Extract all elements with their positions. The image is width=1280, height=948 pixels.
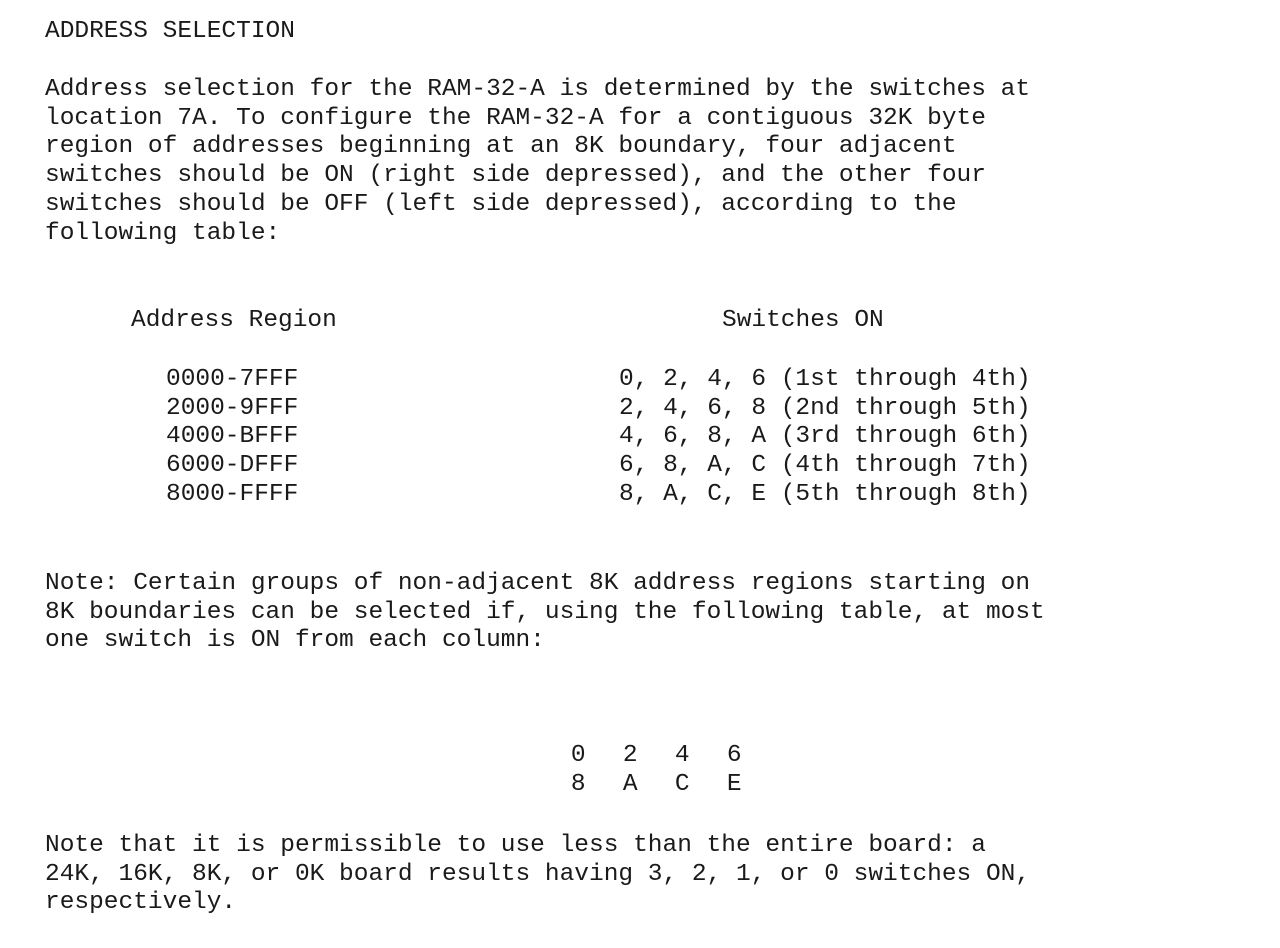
switch-grid-cell: 0 xyxy=(570,741,586,769)
address-region-cell: 0000-7FFF xyxy=(166,366,299,393)
switch-grid-cell: 2 xyxy=(622,741,638,769)
switch-grid-cell: 6 xyxy=(726,741,742,769)
intro-paragraph: Address selection for the RAM-32-A is determined by the switches at location 7A. To configure the RAM-32-A for a contiguous 32K byte region of addresses beginning at an 8K boundary, four adjacent switches should be ON (right side depressed), and the other four switches should be OFF (left side depressed), according to the following table: xyxy=(45,76,1031,247)
switch-grid-cell: A xyxy=(622,770,638,798)
final-note-paragraph: Note that it is permissible to use less than the entire board: a 24K, 16K, 8K, or 0K board results having 3, 2, 1, or 0 switches ON, respectively. xyxy=(45,832,1031,917)
section-heading: ADDRESS SELECTION xyxy=(45,18,295,45)
switch-grid-cell: C xyxy=(674,770,690,798)
note-paragraph: Note: Certain groups of non-adjacent 8K address regions starting on 8K boundaries can be selected if, using the following table, at most one switch is ON from each column: xyxy=(45,570,1045,655)
switches-on-cell: 2, 4, 6, 8 (2nd through 5th) xyxy=(619,395,1031,422)
address-region-cell: 2000-9FFF xyxy=(166,395,299,422)
switches-on-cell: 0, 2, 4, 6 (1st through 4th) xyxy=(619,366,1031,393)
switch-grid-cell: 4 xyxy=(674,741,690,769)
address-region-header: Address Region xyxy=(131,307,337,334)
switches-on-cell: 4, 6, 8, A (3rd through 6th) xyxy=(619,423,1031,450)
address-region-cell: 8000-FFFF xyxy=(166,481,299,508)
address-region-cell: 6000-DFFF xyxy=(166,452,299,479)
switches-on-cell: 6, 8, A, C (4th through 7th) xyxy=(619,452,1031,479)
switch-grid-row xyxy=(512,742,779,828)
switches-on-header: Switches ON xyxy=(722,307,884,334)
address-region-cell: 4000-BFFF xyxy=(166,423,299,450)
switch-grid-cell: 8 xyxy=(570,770,586,798)
switch-grid-cell: E xyxy=(726,770,742,798)
switches-on-cell: 8, A, C, E (5th through 8th) xyxy=(619,481,1031,508)
